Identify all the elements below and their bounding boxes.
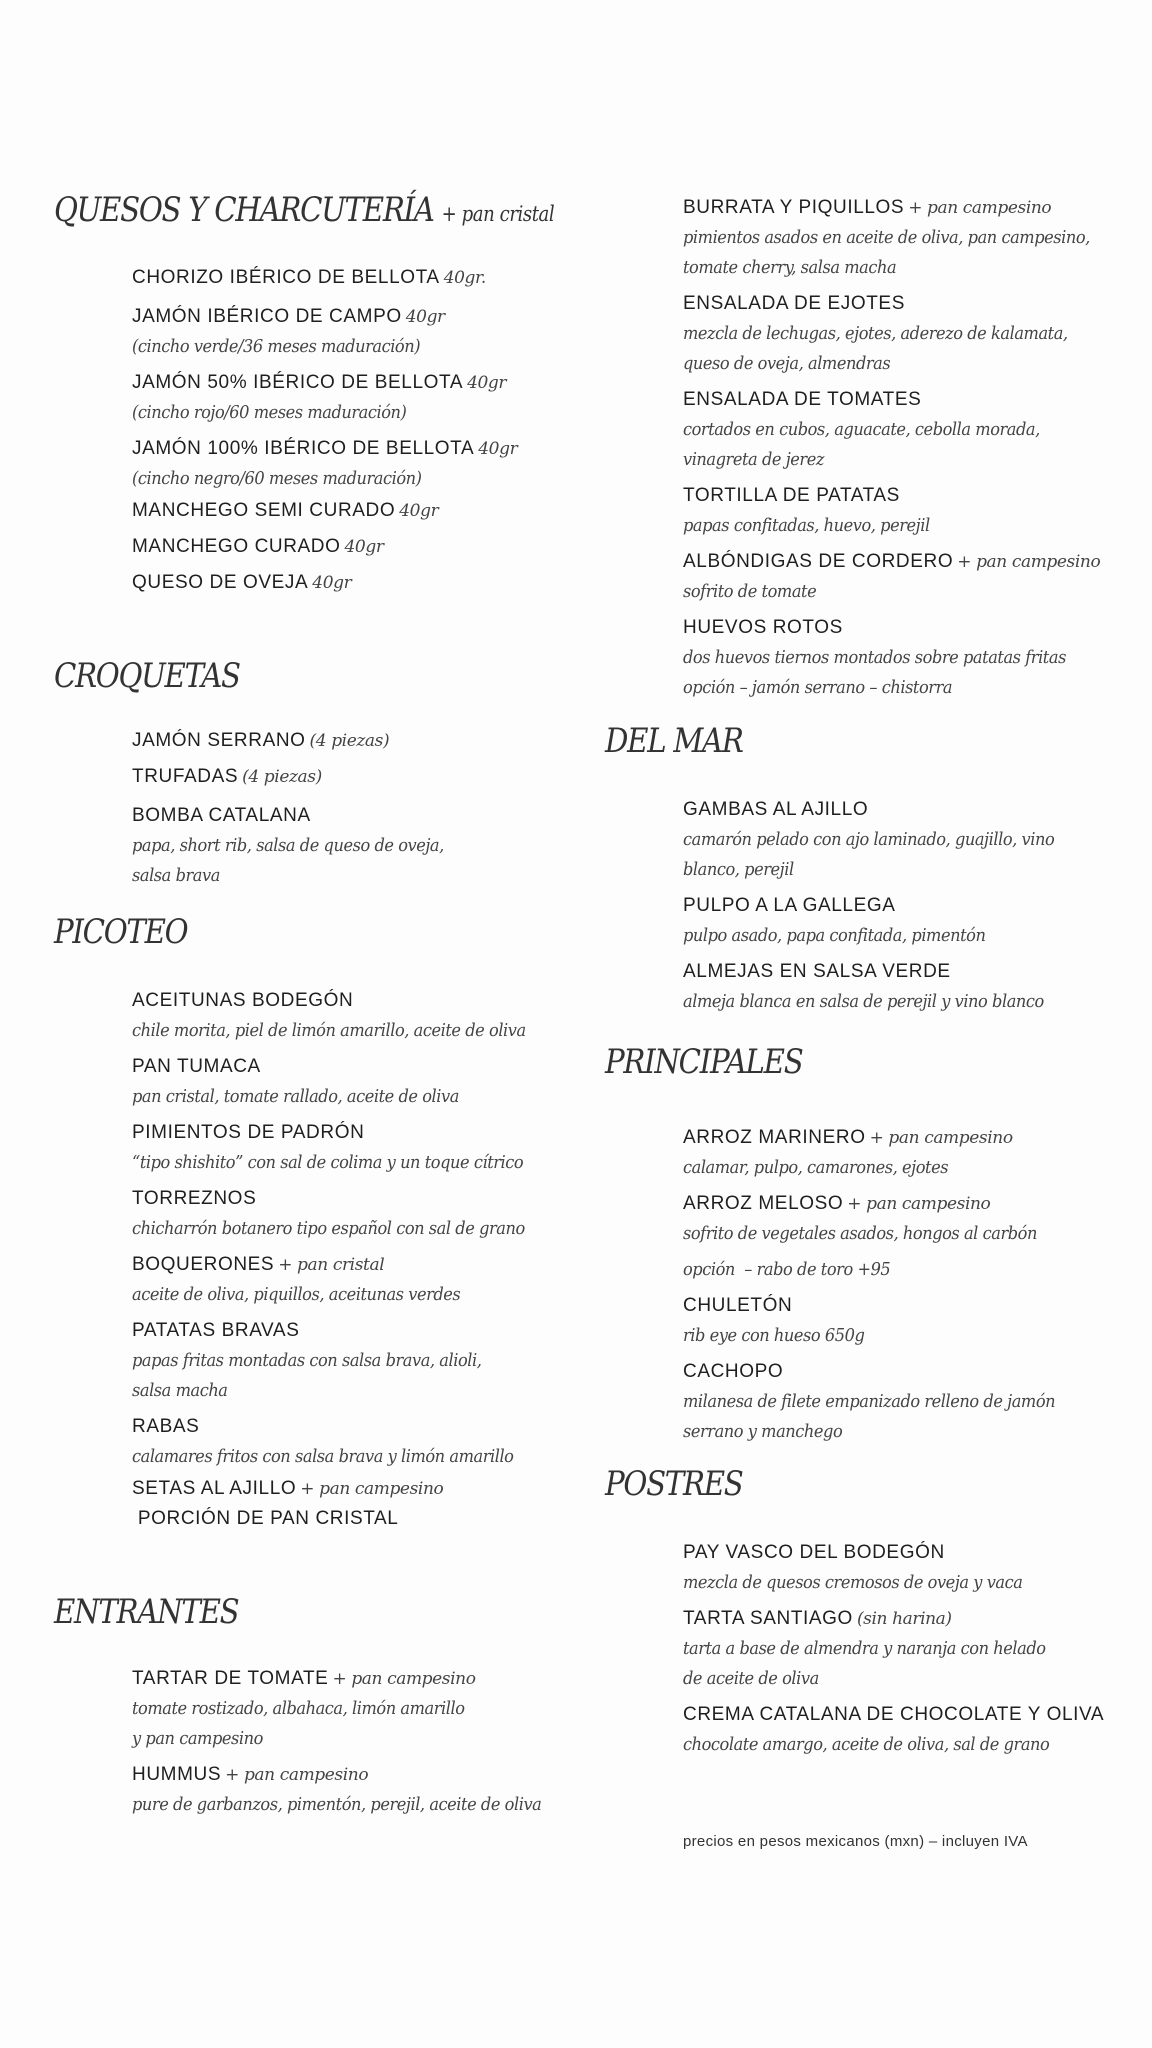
menu-item-porcion-pan [132,1508,398,1530]
menu-item-pulpo [683,891,1019,951]
section-title-del-mar [605,721,743,761]
section-title-postres [605,1464,743,1504]
item-description: calamares fritos con salsa brava y limón amarillo [132,1446,514,1467]
item-name: QUESO DE OVEJA [132,572,309,593]
item-name: PATATAS BRAVAS [132,1320,300,1341]
item-description: tarta a base de almendra y naranja con helado [683,1638,1046,1659]
item-note: + pan campesino [869,1128,1013,1148]
item-name: MANCHEGO CURADO [132,536,341,557]
item-name: TORTILLA DE PATATAS [683,485,900,506]
item-name: BURRATA Y PIQUILLOS [683,197,905,218]
item-description: (cincho verde/36 meses maduración) [132,336,421,357]
item-name: ENSALADA DE TOMATES [683,389,922,410]
menu-item-arroz-meloso [683,1189,1076,1284]
menu-item-almejas [683,957,1084,1017]
item-name: CREMA CATALANA DE CHOCOLATE Y OLIVA [683,1704,1105,1725]
item-description: “tipo shishito” con sal de colima y un toque cítrico [132,1152,524,1173]
item-note: 40gr [478,439,518,459]
menu-item-setas-ajillo [132,1478,443,1500]
item-name: TRUFADAS [132,766,239,787]
item-name: ARROZ MELOSO [683,1193,844,1214]
item-description: almeja blanca en salsa de perejil y vino blanco [683,991,1044,1012]
item-description: y pan campesino [132,1727,263,1749]
item-description: papa, short rib, salsa de queso de oveja, [132,835,444,856]
menu-item-ensalada-tomates [683,385,1079,474]
item-name: CHULETÓN [683,1295,793,1316]
principales-title: PRINCIPALES [605,1042,803,1082]
menu-item-aceitunas [132,986,569,1046]
menu-item-jamon-50 [132,368,506,428]
price-footnote: precios en pesos mexicanos (mxn) – incluyen IVA [683,1833,1028,1850]
menu-item-torreznos [132,1184,568,1244]
item-name: ALBÓNDIGAS DE CORDERO [683,551,954,572]
menu-item-hummus [132,1760,587,1820]
menu-item-patatas-bravas [132,1316,520,1405]
item-note: + pan cristal [278,1255,385,1275]
item-name: PAN TUMACA [132,1056,261,1077]
menu-item-pan-tumaca [132,1052,495,1112]
item-name: JAMÓN SERRANO [132,730,306,751]
menu-item-arroz-marinero [683,1123,1013,1183]
menu-item-albondigas [683,547,1100,607]
menu-item-manchego-semi [132,500,438,522]
menu-item-gambas [683,795,1096,884]
item-description: camarón pelado con ajo laminado, guajillo, vino [683,829,1055,850]
del-mar-title: DEL MAR [605,721,743,761]
menu-item-queso-oveja [132,572,351,594]
item-name: JAMÓN 100% IBÉRICO DE BELLOTA [132,438,475,459]
menu-item-bomba-catalana [132,801,478,890]
item-description: salsa brava [132,864,220,886]
item-name: ALMEJAS EN SALSA VERDE [683,961,951,982]
item-description: chile morita, piel de limón amarillo, aceite de oliva [132,1020,526,1041]
item-description: serrano y manchego [683,1420,843,1442]
item-description: chicharrón botanero tipo español con sal de grano [132,1218,525,1239]
item-name: GAMBAS AL AJILLO [683,799,869,820]
item-description: sofrito de tomate [683,581,817,602]
croquetas-title: CROQUETAS [54,656,240,696]
item-description: de aceite de oliva [683,1667,819,1689]
item-description: chocolate amargo, aceite de oliva, sal de grano [683,1734,1050,1755]
item-name: CACHOPO [683,1361,784,1382]
item-note: 40gr [399,501,439,521]
menu-item-boquerones [132,1250,497,1310]
item-description: pimientos asados en aceite de oliva, pan campesino, [683,227,1090,248]
item-description: calamar, pulpo, camarones, ejotes [683,1157,949,1178]
menu-item-ensalada-ejotes [683,289,1110,378]
item-description: vinagreta de jerez [683,448,824,470]
entrantes-title: ENTRANTES [54,1592,239,1632]
item-note: + pan campesino [332,1669,476,1689]
item-note: + pan campesino [225,1765,369,1785]
item-description: pulpo asado, papa confitada, pimentón [683,925,986,946]
item-description: cortados en cubos, aguacate, cebolla morada, [683,419,1040,440]
menu-item-pimientos-padron [132,1118,567,1178]
item-description: milanesa de filete empanizado relleno de jamón [683,1391,1056,1412]
item-description: (cincho negro/60 meses maduración) [132,468,422,489]
picoteo-title: PICOTEO [54,912,188,952]
item-name: SETAS AL AJILLO [132,1478,297,1499]
menu-item-crema-catalana [683,1700,1104,1760]
item-description: blanco, perejil [683,858,794,880]
item-description: dos huevos tiernos montados sobre patatas fritas [683,647,1066,668]
item-name: TARTAR DE TOMATE [132,1668,329,1689]
menu-item-trufadas [132,766,322,788]
section-title-principales [605,1042,802,1082]
item-description: opción – rabo de toro +95 [683,1258,891,1280]
menu-item-huevos-rotos [683,613,1108,702]
menu-item-chuleton [683,1291,885,1351]
item-name: MANCHEGO SEMI CURADO [132,500,396,521]
item-name: BOMBA CATALANA [132,805,311,826]
item-note: + pan campesino [908,198,1052,218]
menu-item-rabas [132,1412,556,1472]
item-note: (4 piezas) [309,731,390,751]
item-name: ACEITUNAS BODEGÓN [132,990,354,1011]
item-name: PIMIENTOS DE PADRÓN [132,1122,365,1143]
section-title-picoteo [54,912,187,952]
item-description: mezcla de quesos cremosos de oveja y vaca [683,1572,1023,1593]
menu-item-manchego-curado [132,536,384,558]
item-note: 40gr [344,537,384,557]
item-name: TORREZNOS [132,1188,257,1209]
item-name: HUEVOS ROTOS [683,617,843,638]
item-description: mezcla de lechugas, ejotes, aderezo de kalamata, [683,323,1068,344]
item-name: PORCIÓN DE PAN CRISTAL [132,1508,399,1529]
menu-item-chorizo [132,267,486,289]
item-note: (sin harina) [856,1609,952,1629]
item-description: pan cristal, tomate rallado, aceite de oliva [132,1086,459,1107]
item-description: sofrito de vegetales asados, hongos al carbón [683,1223,1037,1244]
item-description: (cincho rojo/60 meses maduración) [132,402,407,423]
item-description: pure de garbanzos, pimentón, perejil, aceite de oliva [132,1794,542,1815]
menu-item-jamon-100 [132,434,517,494]
menu-item-tartar-tomate [132,1664,501,1753]
item-name: PAY VASCO DEL BODEGÓN [683,1542,945,1563]
item-description: tomate cherry, salsa macha [683,256,897,278]
menu-item-burrata [683,193,1135,282]
quesos-suffix: + pan cristal [441,202,555,226]
menu-item-pay-vasco [683,1538,1060,1598]
item-note: (4 piezas) [242,767,322,787]
quesos-title: QUESOS Y CHARCUTERÍA [54,190,434,230]
item-description: opción – jamón serrano – chistorra [683,676,953,698]
item-description: rib eye con hueso 650g [683,1325,865,1346]
item-note: 40gr [467,373,507,393]
item-name: BOQUERONES [132,1254,275,1275]
item-note: + pan campesino [957,552,1101,572]
item-note: 40gr. [443,268,486,288]
section-title-entrantes [54,1592,238,1632]
item-name: ENSALADA DE EJOTES [683,293,905,314]
section-title-croquetas [54,656,240,696]
item-description: tomate rostizado, albahaca, limón amarillo [132,1698,465,1719]
item-description: papas fritas montadas con salsa brava, alioli, [132,1350,482,1371]
item-note: 40gr [312,573,352,593]
item-note: 40gr [405,307,445,327]
menu-item-jamon-serrano [132,730,389,752]
item-note: + pan campesino [847,1194,991,1214]
item-description: queso de oveja, almendras [683,352,891,374]
item-description: salsa macha [132,1379,228,1401]
item-name: ARROZ MARINERO [683,1127,866,1148]
menu-item-jamon-campo [132,302,452,362]
item-name: CHORIZO IBÉRICO DE BELLOTA [132,267,440,288]
item-name: JAMÓN IBÉRICO DE CAMPO [132,306,402,327]
item-name: RABAS [132,1416,200,1437]
item-name: HUMMUS [132,1764,222,1785]
item-note: + pan campesino [300,1479,444,1499]
menu-item-tortilla [683,481,957,541]
item-description: papas confitadas, huevo, perejil [683,515,930,536]
item-description: aceite de oliva, piquillos, aceitunas verdes [132,1284,461,1305]
menu-item-tarta-santiago [683,1604,1086,1693]
item-name: JAMÓN 50% IBÉRICO DE BELLOTA [132,372,464,393]
postres-title: POSTRES [605,1464,743,1504]
item-name: TARTA SANTIAGO [683,1608,853,1629]
section-title-quesos [54,190,554,230]
menu-item-cachopo [683,1357,1096,1446]
item-name: PULPO A LA GALLEGA [683,895,896,916]
